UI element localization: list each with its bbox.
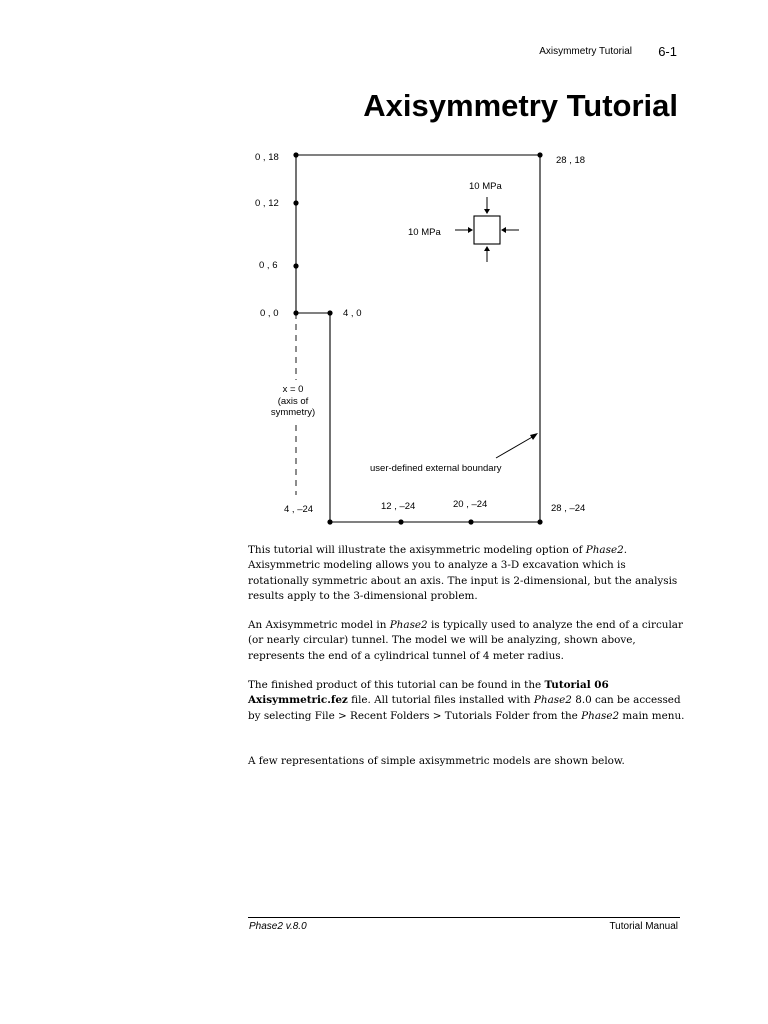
- vertex-0-18: [293, 152, 298, 157]
- paragraph-tutorial-file: [248, 678, 688, 724]
- vertex-0-12: [293, 200, 298, 205]
- label-4-0: 4 , 0: [343, 308, 362, 319]
- boundary-pointer-arrowhead: [530, 433, 538, 440]
- vertex-28-m24: [537, 519, 542, 524]
- paragraph-intro: [248, 543, 688, 605]
- stress-element-square: [474, 216, 500, 244]
- axis-label-line2: (axis of: [277, 396, 309, 407]
- label-0-0: 0 , 0: [260, 308, 279, 319]
- vertex-4-m24: [327, 519, 332, 524]
- page-number: 6-1: [658, 44, 677, 59]
- p3-product-name-1: Phase2: [533, 694, 572, 707]
- p4-text: A few representations of simple axisymmetric models are shown below.: [248, 755, 625, 767]
- label-28-18: 28 , 18: [556, 155, 586, 166]
- p2-text: An Axisymmetric model in: [248, 619, 390, 631]
- label-28-m24: 28 , –24: [551, 503, 586, 514]
- p3-text-b: file. All tutorial files installed with: [347, 694, 534, 707]
- paragraph-axisymmetric-model: [248, 618, 688, 664]
- label-0-18: 0 , 18: [255, 152, 279, 163]
- vertex-0-0: [293, 310, 298, 315]
- stress-left-label: 10 MPa: [408, 227, 441, 238]
- p2-text-rest: is typically used to analyze the end of a circular (or nearly circular) tunnel. The model we will be analyzing, shown above, represents the end of a cylindrical tunnel of 4 meter radius.: [248, 619, 683, 662]
- p2-product-name: Phase2: [389, 619, 428, 631]
- axis-label-line3: symmetry): [270, 407, 316, 418]
- footer-product-version: Phase2 v.8.0: [249, 921, 307, 932]
- vertex-12-m24: [398, 519, 403, 524]
- footer-manual-name: Tutorial Manual: [609, 921, 678, 932]
- p1-product-name: Phase2: [585, 544, 624, 556]
- label-0-12: 0 , 12: [255, 198, 279, 209]
- paragraph-representations: [248, 754, 688, 769]
- stress-top-label: 10 MPa: [469, 181, 502, 192]
- p3-file-name: Tutorial 06 Axisymmetric.fez: [248, 679, 609, 707]
- p3-text-c: 8.0 can be accessed by selecting File > Recent Folders > Tutorials Folder from the: [248, 694, 681, 722]
- label-20-m24: 20 , –24: [453, 499, 488, 510]
- p3-text-a: The finished product of this tutorial can be found in the: [248, 679, 545, 691]
- axis-label-line1: x = 0: [282, 384, 304, 395]
- p3-text-d: main menu.: [619, 709, 685, 722]
- label-4-m24: 4 , –24: [284, 504, 314, 515]
- running-title: Axisymmetry Tutorial: [539, 46, 632, 57]
- p1-text: This tutorial will illustrate the axisymmetric modeling option of: [248, 544, 586, 556]
- vertex-4-0: [327, 310, 332, 315]
- vertex-28-18: [537, 152, 542, 157]
- vertex-0-6: [293, 263, 298, 268]
- label-12-m24: 12 , –24: [381, 501, 416, 512]
- p1-text-rest: . Axisymmetric modeling allows you to analyze a 3-D excavation which is rotationally symmetric about an axis. The input is 2-dimensional, but the analysis results apply to the 3-dimensional problem.: [248, 544, 678, 603]
- footer-rule: [248, 917, 680, 918]
- boundary-pointer-line: [496, 436, 534, 458]
- label-0-6: 0 , 6: [259, 260, 278, 271]
- page-title: Axisymmetry Tutorial: [363, 88, 678, 123]
- vertex-20-m24: [468, 519, 473, 524]
- p3-product-name-2: Phase2: [581, 709, 620, 722]
- boundary-label: user-defined external boundary: [370, 463, 502, 474]
